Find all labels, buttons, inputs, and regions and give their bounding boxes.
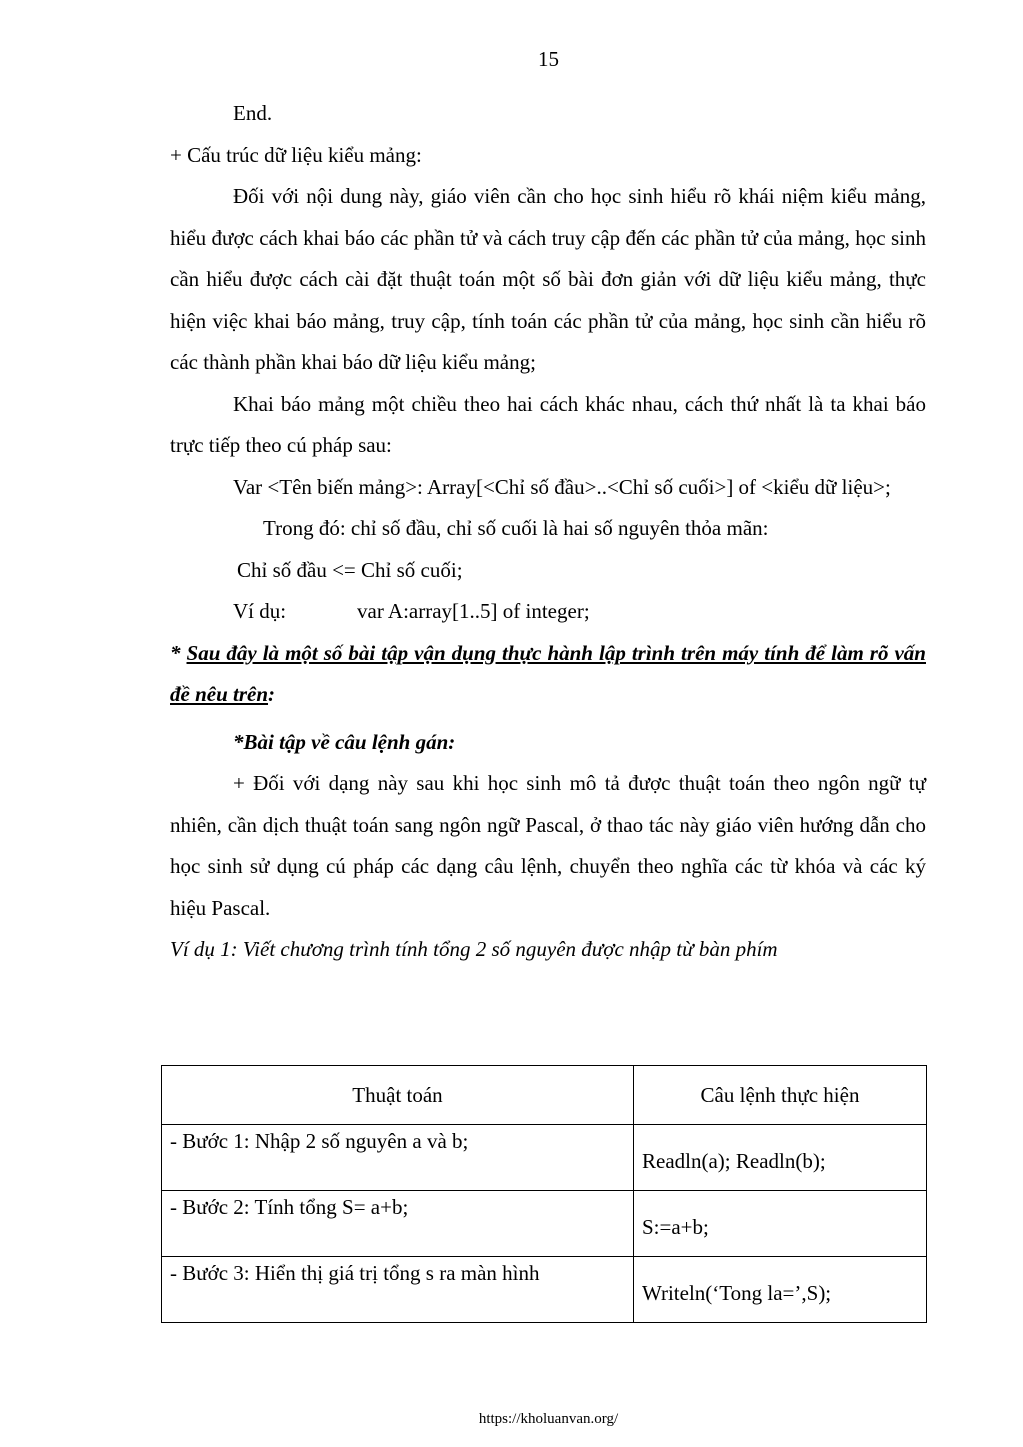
heading-star: * <box>170 640 187 665</box>
step-cell: - Bước 2: Tính tổng S= a+b; <box>162 1191 634 1257</box>
example-label: Ví dụ: <box>233 599 287 623</box>
step-cell: - Bước 3: Hiển thị giá trị tổng s ra màn hình <box>162 1257 634 1323</box>
code-cell: S:=a+b; <box>634 1191 927 1257</box>
header-algorithm: Thuật toán <box>162 1066 634 1125</box>
where-line: Trong đó: chỉ số đầu, chỉ số cuối là hai số nguyên thỏa mãn: <box>263 516 769 540</box>
document-body <box>170 93 926 971</box>
syntax-line: Var <Tên biến mảng>: Array[<Chỉ số đầu>..<Chỉ số cuối>] of <kiểu dữ liệu>; <box>233 474 891 499</box>
code-cell: Readln(a); Readln(b); <box>634 1125 927 1191</box>
header-statement: Câu lệnh thực hiện <box>634 1066 927 1125</box>
table-row <box>162 1191 927 1257</box>
heading-colon: : <box>268 682 276 706</box>
subheading-assignment: *Bài tập về câu lệnh gán: <box>233 729 456 754</box>
exercise-heading <box>170 633 926 716</box>
table-row <box>162 1257 927 1323</box>
step-cell: - Bước 1: Nhập 2 số nguyên a và b; <box>162 1125 634 1191</box>
section-title: + Cấu trúc dữ liệu kiểu mảng: <box>170 142 422 167</box>
example-line <box>170 591 926 633</box>
code-cell: Writeln(‘Tong la=’,S); <box>634 1257 927 1323</box>
condition-line: Chỉ số đầu <= Chỉ số cuối; <box>237 557 463 582</box>
paragraph-array-concept: Đối với nội dung này, giáo viên cần cho học sinh hiểu rõ khái niệm kiểu mảng, hiểu được cách khai báo các phần tử và cách truy cập đến các phần tử của mảng, học sinh cần hiểu được cách cài đặt thuật toán một số bài đơn giản với dữ liệu kiểu mảng, thực hiện việc khai báo mảng, truy cập, tính toán các phần tử của mảng, học sinh cần hiểu rõ các thành phần khai báo dữ liệu kiểu mảng; <box>170 184 926 374</box>
algorithm-table <box>161 1065 927 1323</box>
example-code: var A:array[1..5] of integer; <box>357 599 590 623</box>
footer-url: https://kholuanvan.org/ <box>478 1411 619 1427</box>
page-number: 15 <box>538 47 559 71</box>
end-keyword: End. <box>233 101 273 125</box>
heading-underlined-text: Sau đây là một số bài tập vận dụng thực hành lập trình trên máy tính để làm rõ vấn đề nêu trên <box>170 640 926 706</box>
table-row <box>162 1125 927 1191</box>
paragraph-array-declaration: Khai báo mảng một chiều theo hai cách khác nhau, cách thứ nhất là ta khai báo trực tiếp theo cú pháp sau: <box>170 391 926 457</box>
example-caption: Ví dụ 1: Viết chương trình tính tổng 2 số nguyên được nhập từ bàn phím <box>170 937 778 961</box>
table-header-row <box>162 1066 927 1125</box>
paragraph-assignment: + Đối với dạng này sau khi học sinh mô tả được thuật toán theo ngôn ngữ tự nhiên, cần dịch thuật toán sang ngôn ngữ Pascal, ở thao tác này giáo viên hướng dẫn cho học sinh sử dụng cú pháp các dạng câu lệnh, chuyển theo nghĩa các từ khóa và các ký hiệu Pascal. <box>170 771 926 920</box>
